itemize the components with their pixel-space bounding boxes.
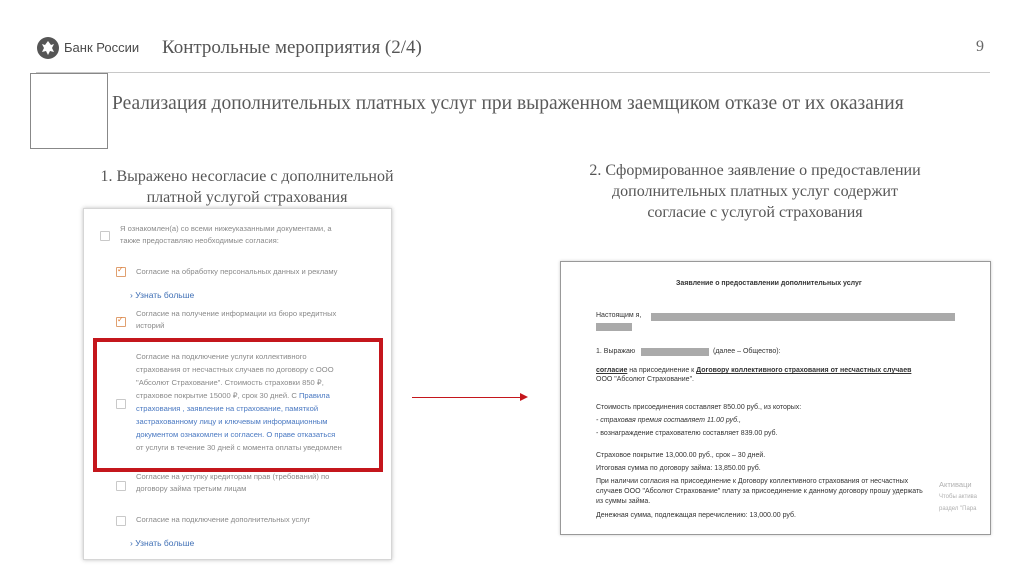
doc-express-a: 1. Выражаю — [596, 348, 636, 355]
checkbox-personal-data[interactable] — [116, 267, 126, 277]
watermark-line1: Активаци — [939, 480, 972, 489]
bank-emblem-icon — [36, 36, 60, 60]
page-number: 9 — [976, 38, 984, 55]
doc-coverage: Страховое покрытие 13,000.00 руб., срок – 30 дней. — [596, 452, 766, 459]
item-credit-bureau-line1: Согласие на получение информации из бюро кредитных — [136, 309, 337, 318]
right-caption-line3: согласие с услугой страхования — [647, 204, 863, 221]
doc-agree-line2: случаев ООО "Абсолют Страхование" плату за присоединение к данному договору прошу удержать — [596, 488, 923, 495]
doc-agree-line1: При наличии согласия на присоединение к Договору коллективного страхования от несчастных — [596, 478, 909, 485]
insurance-line7: документом ознакомлен и согласен. О праве отказаться — [136, 430, 336, 439]
redacted-name-2 — [596, 323, 632, 331]
doc-consent-mid: на присоединение к — [627, 367, 697, 374]
doc-agree-line3: из суммы займа. — [596, 498, 651, 505]
arrow-line — [412, 397, 524, 398]
checkbox-additional-services[interactable] — [116, 516, 126, 526]
empty-frame — [30, 73, 108, 149]
watermark-line3: раздел "Пара — [939, 506, 977, 512]
doc-express — [596, 348, 635, 355]
doc-express-b: (далее – Общество): — [713, 348, 781, 355]
left-caption-line2: платной услугой страхования — [146, 189, 348, 206]
learn-more-link-1[interactable]: › Узнать больше — [130, 290, 195, 300]
redacted-name — [651, 313, 955, 321]
doc-fee: - вознаграждение страхователю составляет 839.00 руб. — [596, 430, 778, 437]
item-personal-data: Согласие на обработку персональных данных и рекламу — [136, 267, 338, 276]
item-credit-bureau-line2: историй — [136, 321, 165, 330]
doc-premium: - страховая премия составляет 11.00 руб., — [596, 417, 741, 424]
insurance-line2: страхования от несчастных случаев по договору с ООО — [136, 365, 334, 374]
checkbox-insurance[interactable] — [116, 399, 126, 409]
insurance-line3: "Абсолют Страхование". Стоимость страховки 850 ₽, — [136, 378, 324, 387]
checkbox-credit-bureau[interactable] — [116, 317, 126, 327]
insurance-line6[interactable]: застрахованному лицу и ключевым информационным — [136, 417, 328, 426]
checkbox-assignment[interactable] — [116, 481, 126, 491]
doc-cost: Стоимость присоединения составляет 850.00 руб., из которых: — [596, 404, 802, 411]
arrow-right-icon — [520, 393, 528, 401]
application-document-screenshot — [560, 261, 991, 535]
item-acknowledge-line2: также предоставляю необходимые согласия: — [120, 236, 279, 245]
doc-total: Итоговая сумма по договору займа: 13,850.00 руб. — [596, 465, 761, 472]
insurance-line1: Согласие на подключение услуги коллективного — [136, 352, 307, 361]
item-additional-services: Согласие на подключение дополнительных услуг — [136, 515, 311, 524]
item-credit-bureau — [136, 308, 336, 332]
right-caption — [540, 160, 970, 223]
insurance-line4-text: страховое покрытие 15000 ₽, срок 30 дней. С — [136, 391, 299, 400]
item-insurance — [136, 350, 342, 454]
redacted-company — [641, 348, 709, 356]
right-caption-line2: дополнительных платных услуг содержит — [612, 183, 898, 200]
doc-consent-contract: Договору коллективного страхования от несчастных случаев — [696, 367, 912, 374]
doc-consent-word: согласие — [596, 367, 628, 374]
watermark-line2: Чтобы актива — [939, 494, 978, 500]
left-caption-line1: 1. Выражено несогласие с дополнительной — [100, 168, 394, 185]
insurance-line4 — [136, 389, 342, 402]
doc-consent-insurer: ООО "Абсолют Страхование". — [596, 376, 695, 383]
slide-subtitle: Реализация дополнительных платных услуг при выраженном заемщиком отказе от их оказания — [112, 93, 904, 114]
item-acknowledge-line1: Я ознакомлен(а) со всеми нижеуказанными документами, а — [120, 224, 332, 233]
insurance-line5[interactable]: страхования , заявление на страхование, памяткой — [136, 404, 319, 413]
learn-more-link-2[interactable]: › Узнать больше — [130, 538, 195, 548]
item-assignment-line2: договору займа третьим лицам — [136, 484, 247, 493]
checkbox-acknowledge[interactable] — [100, 231, 110, 241]
doc-consent — [596, 367, 911, 374]
insurance-rules-link[interactable]: Правила — [298, 391, 330, 400]
left-caption — [52, 166, 442, 208]
item-assignment — [136, 471, 329, 495]
right-caption-line1: 2. Сформированное заявление о предоставлении — [589, 162, 921, 179]
doc-payout: Денежная сумма, подлежащая перечислению: 13,000.00 руб. — [596, 512, 796, 519]
item-acknowledge — [120, 223, 332, 247]
bank-name: Банк России — [64, 40, 140, 55]
doc-title: Заявление о предоставлении дополнительных услуг — [676, 280, 862, 287]
doc-greeting: Настоящим я, — [596, 312, 642, 319]
header-divider — [36, 72, 990, 73]
consent-form-screenshot — [83, 208, 392, 560]
slide-title: Контрольные мероприятия (2/4) — [162, 37, 422, 58]
item-assignment-line1: Согласие на уступку кредиторам прав (требований) по — [136, 472, 330, 481]
insurance-line8: от услуги в течение 30 дней с момента оплаты уведомлен — [136, 443, 342, 452]
